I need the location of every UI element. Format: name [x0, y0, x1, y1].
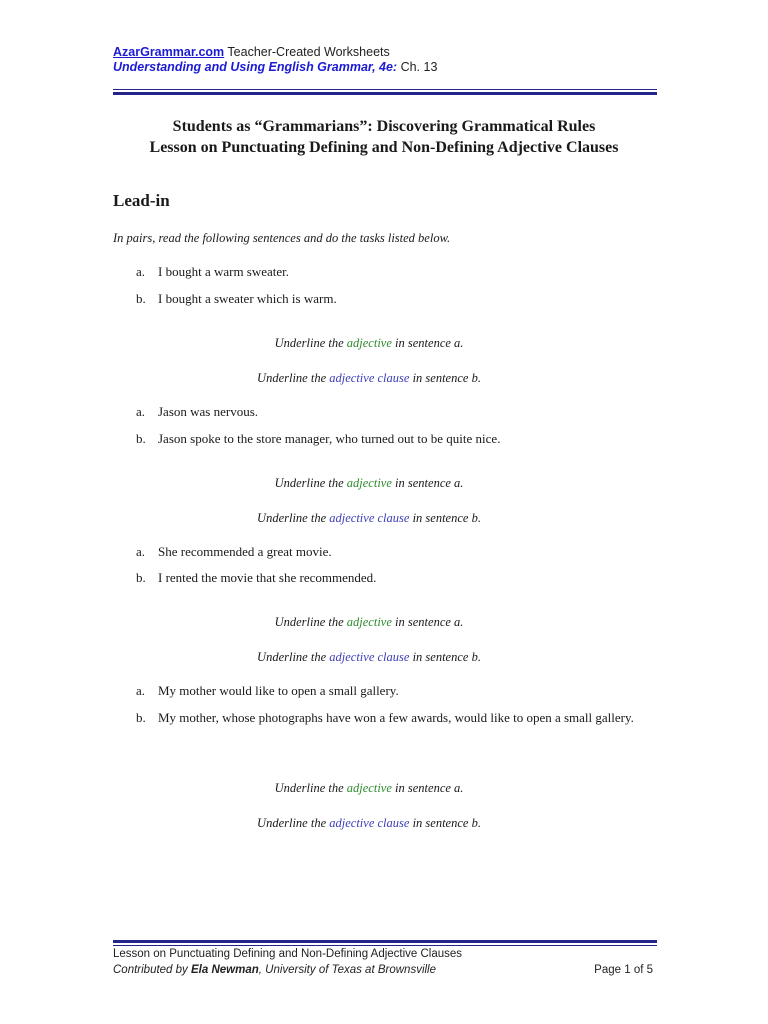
label-b: b. [136, 291, 146, 306]
label-a: a. [136, 404, 146, 419]
label-b: b. [136, 431, 146, 446]
adjective-clause-term: adjective clause [329, 650, 410, 664]
task-4b: Underline the adjective clause in sentence b. [257, 816, 481, 830]
sentence-4a [136, 677, 656, 704]
label-a: a. [136, 683, 146, 698]
adjective-term: adjective [346, 781, 392, 795]
site-suffix: Teacher-Created Worksheets [224, 45, 390, 59]
sentence-1b [136, 285, 656, 312]
footer-credit: Contributed by Ela Newman, University of Texas at Brownsville [113, 964, 437, 976]
adjective-clause-term: adjective clause [329, 511, 410, 525]
sentence-text: Jason was nervous. [158, 404, 259, 419]
sentence-3a [136, 538, 656, 565]
sentence-4b [136, 704, 656, 731]
instructions: In pairs, read the following sentences and do the tasks listed below. [113, 231, 451, 245]
adjective-clause-term: adjective clause [329, 816, 410, 830]
page-number: Page 1 of 5 [594, 964, 653, 976]
chapter-label: Ch. 13 [397, 60, 438, 74]
footer-lesson-title: Lesson on Punctuating Defining and Non-Defining Adjective Clauses [113, 948, 463, 960]
label-a: a. [136, 264, 146, 279]
task-4a: Underline the adjective in sentence a. [274, 781, 464, 795]
sentence-text: She recommended a great movie. [158, 544, 332, 559]
adjective-term: adjective [346, 615, 392, 629]
sentence-text: I rented the movie that she recommended. [158, 570, 377, 585]
sentence-text: Jason spoke to the store manager, who turned out to be quite nice. [158, 431, 501, 446]
task-1a: Underline the adjective in sentence a. [274, 336, 464, 350]
sentence-2a [136, 398, 656, 425]
adjective-clause-term: adjective clause [329, 371, 410, 385]
adjective-term: adjective [346, 476, 392, 490]
title-line-2: Lesson on Punctuating Defining and Non-Defining Adjective Clauses [149, 139, 619, 156]
task-3a: Underline the adjective in sentence a. [274, 615, 464, 629]
page-header [113, 45, 437, 75]
task-2a: Underline the adjective in sentence a. [274, 476, 464, 490]
title-line-1: Students as “Grammarians”: Discovering Grammatical Rules [172, 118, 596, 135]
task-1b: Underline the adjective clause in sentence b. [257, 371, 481, 385]
footer-rule-thick [113, 940, 657, 943]
site-link[interactable]: AzarGrammar.com [113, 45, 225, 59]
author-name: Ela Newman [191, 964, 259, 976]
sentence-text: I bought a sweater which is warm. [158, 291, 337, 306]
header-rule-thick [113, 92, 657, 95]
sentence-3b [136, 564, 656, 591]
label-b: b. [136, 570, 146, 585]
sentence-1a [136, 258, 656, 285]
book-title: Understanding and Using English Grammar, 4e: [113, 60, 398, 74]
label-a: a. [136, 544, 146, 559]
section-heading: Lead-in [113, 191, 170, 210]
footer-rule-thin [113, 945, 657, 946]
task-2b: Underline the adjective clause in sentence b. [257, 511, 481, 525]
sentence-text: I bought a warm sweater. [158, 264, 290, 279]
adjective-term: adjective [346, 336, 392, 350]
sentence-2b [136, 425, 656, 452]
sentence-text: My mother would like to open a small gallery. [158, 683, 399, 698]
sentence-text: My mother, whose photographs have won a few awards, would like to open a small gallery. [158, 710, 634, 725]
header-rule-thin [113, 89, 657, 90]
task-3b: Underline the adjective clause in sentence b. [257, 650, 481, 664]
label-b: b. [136, 710, 146, 725]
